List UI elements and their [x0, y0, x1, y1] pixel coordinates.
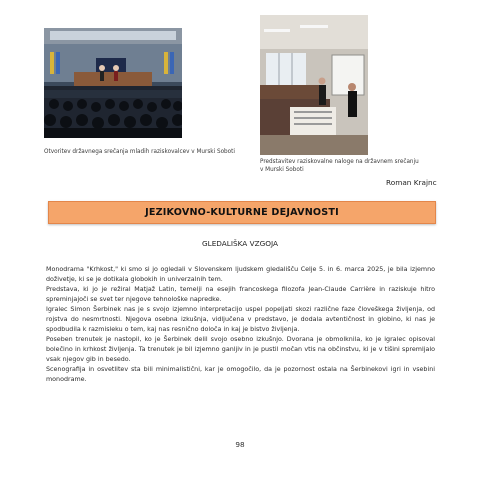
article-body [46, 265, 435, 385]
article-paragraph: Scenografija in osvetlitev sta bili minimalistični, kar je omogočilo, da je pozornost ostala na Šerbinekovi igri in vsebini monodrame. [46, 366, 435, 383]
article-paragraph: Igralec Simon Šerbinek nas je s svojo izjemno interpretacijo uspel popeljati skozi različne faze človeškega življenja, od rojstva do nesmrtnosti. Njegova osebna izkušnja, vidljučena v predstavo, je dodala avtentičnost in globino, ki nas je spodbudila k razmisleku o tem, kaj nas resnično določa in kaj je bistvo življenja. [46, 306, 435, 333]
opening-ceremony-image [44, 28, 182, 138]
article-paragraph: Predstava, ki jo je režiral Matjaž Latin, temelji na esejih francoskega filozofa Jean-Claude Carrière in raziskuje hitro spreminjajoči se svet ter njegove tehnološke napredke. [46, 286, 435, 303]
article-paragraph: Poseben trenutek je nastopil, ko je Šerbinek delil svojo osebno izkušnjo. Dvorana je obmolknila, ko je igralec opisoval bolečino in krhkost življenja. Ta trenutek je bil izjemno ganljiv in je pustil močan vtis na občinstvu, ki je v tišini spremljalo vsak njegov gib in besedo. [46, 336, 435, 363]
section-title: JEZIKOVNO-KULTURNE DEJAVNOSTI [145, 207, 339, 218]
section-banner [48, 201, 436, 224]
article-paragraph: Monodrama "Krhkost," ki smo si jo ogledali v Slovenskem ljudskem gledališču Celje 5. in 6. marca 2025, je bila izjemno doživetje, ki se je dotikala globokih in univerzalnih tem. [46, 266, 435, 283]
article-subheading: GLEDALIŠKA VZGOJA [201, 239, 279, 248]
research-presentation-image [260, 15, 368, 155]
photo-caption-presentation: Predstavitev raziskovalne naloge na državnem srečanju v Murski Soboti [260, 159, 419, 173]
photo-opening-ceremony [44, 28, 182, 138]
page-number: 98 [235, 440, 245, 449]
photo-caption-opening: Otvoritev državnega srečanja mladih raziskovalcev v Murski Soboti [44, 149, 235, 155]
photo-research-presentation [260, 15, 368, 155]
author-name: Roman Krajnc [386, 178, 437, 187]
